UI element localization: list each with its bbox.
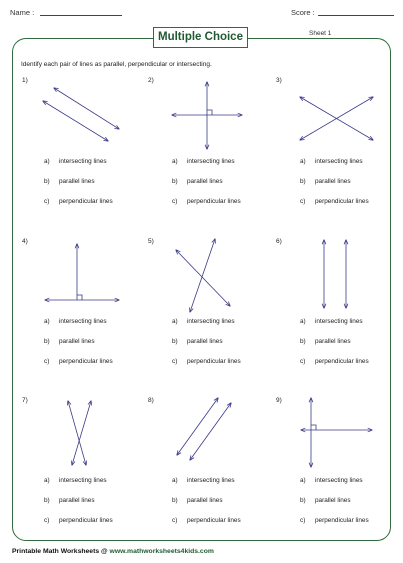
option-a[interactable]: a) intersecting lines bbox=[300, 477, 363, 484]
option-a[interactable]: a) intersecting lines bbox=[44, 158, 107, 165]
option-a[interactable]: a) intersecting lines bbox=[172, 318, 235, 325]
figure-2-perpendicular-lines bbox=[172, 82, 242, 149]
option-b[interactable]: b) parallel lines bbox=[300, 338, 351, 345]
figure-8-parallel-lines bbox=[177, 398, 231, 460]
figure-6-parallel-lines bbox=[324, 240, 346, 308]
question-number: 5) bbox=[148, 238, 154, 245]
question-number: 6) bbox=[276, 238, 282, 245]
option-a[interactable]: a) intersecting lines bbox=[172, 477, 235, 484]
score-label: Score : bbox=[291, 8, 315, 17]
option-c[interactable]: c) perpendicular lines bbox=[300, 198, 369, 205]
figure-1-parallel-lines bbox=[43, 88, 119, 141]
option-b[interactable]: b) parallel lines bbox=[172, 178, 223, 185]
option-b[interactable]: b) parallel lines bbox=[44, 178, 95, 185]
figure-7-intersecting-lines bbox=[68, 401, 91, 465]
instructions: Identify each pair of lines as parallel, perpendicular or intersecting. bbox=[21, 61, 212, 68]
option-b[interactable]: b) parallel lines bbox=[44, 497, 95, 504]
question-number: 7) bbox=[22, 397, 28, 404]
option-c[interactable]: c) perpendicular lines bbox=[300, 358, 369, 365]
figure-5-intersecting-lines bbox=[176, 239, 230, 312]
footer: Printable Math Worksheets @ www.mathworksheets4kids.com bbox=[12, 548, 214, 555]
option-c[interactable]: c) perpendicular lines bbox=[300, 517, 369, 524]
option-b[interactable]: b) parallel lines bbox=[172, 497, 223, 504]
question-number: 8) bbox=[148, 397, 154, 404]
name-label: Name : bbox=[10, 8, 35, 17]
option-c[interactable]: c) perpendicular lines bbox=[44, 198, 113, 205]
worksheet-title: Multiple Choice bbox=[153, 27, 248, 48]
figure-4-perpendicular-lines bbox=[45, 244, 119, 300]
option-b[interactable]: b) parallel lines bbox=[300, 497, 351, 504]
option-c[interactable]: c) perpendicular lines bbox=[44, 358, 113, 365]
option-a[interactable]: a) intersecting lines bbox=[300, 158, 363, 165]
option-b[interactable]: b) parallel lines bbox=[44, 338, 95, 345]
question-number: 1) bbox=[22, 77, 28, 84]
option-c[interactable]: c) perpendicular lines bbox=[172, 517, 241, 524]
option-c[interactable]: c) perpendicular lines bbox=[44, 517, 113, 524]
option-b[interactable]: b) parallel lines bbox=[172, 338, 223, 345]
figure-3-intersecting-lines bbox=[300, 97, 373, 140]
question-number: 3) bbox=[276, 77, 282, 84]
option-b[interactable]: b) parallel lines bbox=[300, 178, 351, 185]
sheet-label: Sheet 1 bbox=[309, 30, 332, 37]
option-a[interactable]: a) intersecting lines bbox=[44, 477, 107, 484]
option-a[interactable]: a) intersecting lines bbox=[300, 318, 363, 325]
option-c[interactable]: c) perpendicular lines bbox=[172, 358, 241, 365]
footer-link[interactable]: www.mathworksheets4kids.com bbox=[109, 548, 214, 555]
question-number: 2) bbox=[148, 77, 154, 84]
question-number: 9) bbox=[276, 397, 282, 404]
option-a[interactable]: a) intersecting lines bbox=[44, 318, 107, 325]
option-a[interactable]: a) intersecting lines bbox=[172, 158, 235, 165]
option-c[interactable]: c) perpendicular lines bbox=[172, 198, 241, 205]
question-number: 4) bbox=[22, 238, 28, 245]
figure-9-perpendicular-lines bbox=[301, 398, 372, 467]
